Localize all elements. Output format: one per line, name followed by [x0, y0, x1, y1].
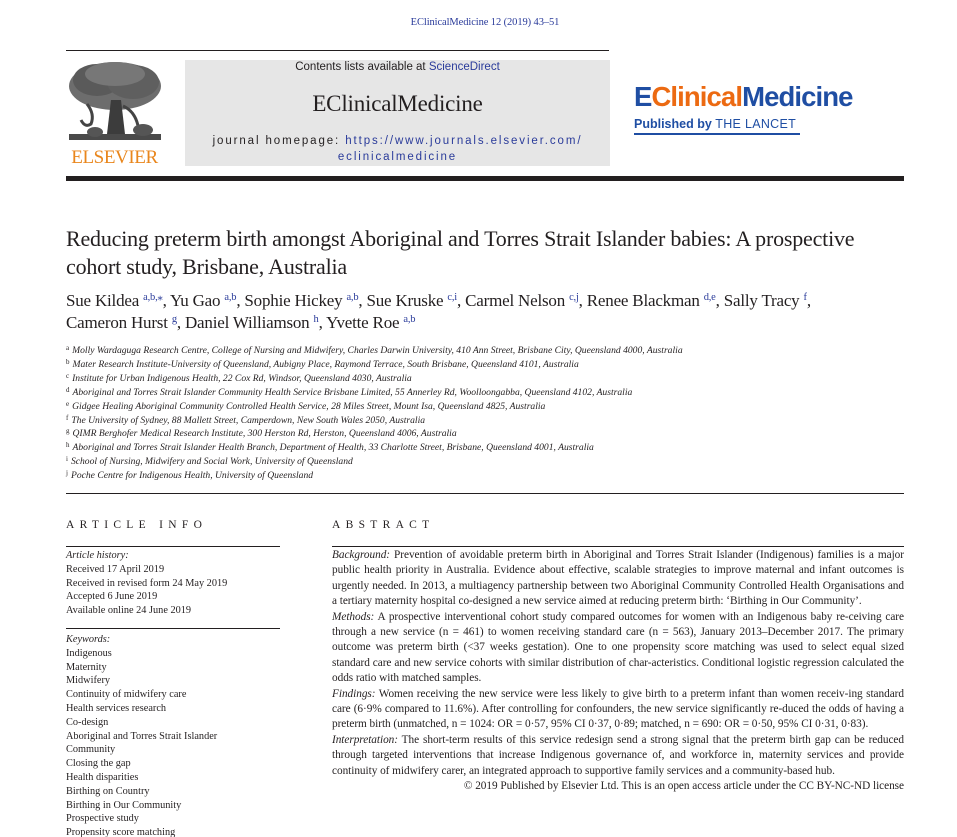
eclinicalmedicine-logo[interactable] — [634, 82, 904, 142]
history-item: Accepted 6 June 2019 — [66, 591, 158, 603]
author-name[interactable]: Sophie Hickey — [244, 291, 343, 310]
logo-underline — [634, 133, 800, 135]
article-history — [66, 549, 286, 618]
keyword: Community — [66, 744, 116, 756]
logo-medicine: Medicine — [742, 81, 853, 112]
affiliation-key: b — [66, 357, 70, 366]
affiliation — [66, 441, 926, 455]
keywords — [66, 633, 286, 837]
section-text: The short-term results of this service redesign send a strong signal that the preterm birth gap can be reduced through targeted interventions that increase Indigenous governance of, and workforce in, maternity services and provide continuity of midwifery carer, an integrated approach to supportive family services and a community-based hub. — [332, 733, 904, 777]
affiliation-text: Gidgee Healing Aboriginal Community Controlled Health Service, 28 Miles Street, Mount Isa, Queensland 4825, Australia — [72, 400, 546, 412]
author-name[interactable]: Daniel Williamson — [184, 313, 310, 332]
license-line[interactable]: © 2019 Published by Elsevier Ltd. This is an open access article under the CC BY-NC-ND license — [463, 780, 904, 793]
affiliation-key: c — [66, 371, 70, 380]
logo-wordmark — [634, 82, 904, 112]
section-text: Prevention of avoidable preterm birth in Aboriginal and Torres Strait Islander (Indigenous) families is a major public health priority in Australia. Evidence about effective, scalable strategies to improve maternal and infant outcomes is urgently needed. In 2013, a multiagency partnership between two Aboriginal Community Controlled Health Organisations and a tertiary maternity hospital co-designed a new service aimed at reducing preterm birth: ‘Birthing in Our Community’. — [332, 549, 904, 608]
affiliation-list — [66, 344, 926, 483]
affiliation-key: i — [66, 455, 68, 464]
keyword: Closing the gap — [66, 758, 131, 770]
author-affiliation-marker[interactable]: c,i — [447, 292, 458, 303]
author-name[interactable]: Yu Gao — [170, 291, 221, 310]
author-name[interactable]: Renee Blackman — [586, 291, 700, 310]
lancet-label: THE LANCET — [715, 117, 797, 131]
keyword: Midwifery — [66, 675, 111, 687]
affiliation — [66, 372, 926, 386]
keyword: Indigenous — [66, 647, 112, 659]
author-affiliation-marker[interactable]: a,b — [346, 292, 359, 303]
logo-clinical: Clinical — [651, 81, 743, 112]
homepage-link-cont[interactable]: eclinicalmedicine — [337, 151, 458, 163]
affiliation-key: g — [66, 427, 70, 436]
journal-homepage — [185, 133, 610, 165]
sciencedirect-link[interactable]: ScienceDirect — [428, 61, 500, 73]
history-item: Available online 24 June 2019 — [66, 605, 192, 617]
affiliation-text: QIMR Berghofer Medical Research Institute, 300 Herston Rd, Herston, Queensland 4006, Australia — [72, 428, 457, 440]
affiliation — [66, 400, 926, 414]
elsevier-wordmark: ELSEVIER — [71, 147, 158, 168]
affiliation — [66, 386, 926, 400]
affiliation-text: Molly Wardaguga Research Centre, College of Nursing and Midwifery, Charles Darwin University, 410 Ann Street, Brisbane City, Queensland 4000, Australia — [72, 345, 683, 356]
divider — [66, 546, 280, 547]
article-info-heading: ARTICLE INFO — [66, 519, 208, 531]
affiliation — [66, 469, 926, 483]
abstract-interpretation — [332, 733, 904, 779]
keyword: Continuity of midwifery care — [66, 689, 187, 701]
affiliation-key: d — [66, 385, 70, 394]
article-title: Reducing preterm birth amongst Aboriginal and Torres Strait Islander babies: A prospective cohort study, Brisbane, Australia — [66, 226, 855, 279]
homepage-link[interactable]: https://www.journals.elsevier.com/ — [345, 135, 583, 147]
history-item: Received 17 April 2019 — [66, 563, 165, 575]
published-by-label: Published by — [634, 117, 712, 131]
section-label: Interpretation: — [332, 733, 398, 746]
contents-label: Contents lists available at — [295, 61, 429, 73]
keyword: Health services research — [66, 702, 167, 714]
keyword: Birthing in Our Community — [66, 799, 182, 811]
affiliation-text: Aboriginal and Torres Strait Islander Community Health Service Brisbane Limited, 55 Annerley Rd, Woolloongabba, Queensland 4102, Australia — [72, 386, 633, 398]
author-affiliation-marker[interactable]: f — [803, 292, 807, 303]
affiliation-text: Institute for Urban Indigenous Health, 22 Cox Rd, Windsor, Queensland 4030, Australia — [72, 372, 412, 384]
author-name[interactable]: Cameron Hurst — [66, 313, 168, 332]
keyword: Aboriginal and Torres Strait Islander — [66, 730, 218, 742]
logo-e: E — [634, 81, 652, 112]
author-name[interactable]: Carmel Nelson — [465, 291, 565, 310]
section-label: Methods: — [332, 610, 375, 623]
author-affiliation-marker[interactable]: h — [313, 314, 319, 325]
journal-citation[interactable]: EClinicalMedicine 12 (2019) 43–51 — [410, 17, 560, 28]
affiliation-text: Poche Centre for Indigenous Health, University of Queensland — [70, 470, 314, 482]
author-affiliation-marker[interactable]: a,b — [403, 314, 416, 325]
affiliation — [66, 455, 926, 469]
keyword: Co-design — [66, 716, 109, 728]
author-name[interactable]: Yvette Roe — [326, 313, 400, 332]
history-item: Received in revised form 24 May 2019 — [66, 577, 228, 589]
keywords-label: Keywords: — [66, 634, 111, 645]
author-affiliation-marker[interactable]: g — [171, 314, 177, 325]
contents-line — [185, 61, 610, 73]
affiliation-key: j — [66, 469, 68, 478]
author-name[interactable]: Sally Tracy — [723, 291, 800, 310]
affiliation-key: h — [66, 441, 70, 450]
keyword: Birthing on Country — [66, 785, 150, 797]
keyword: Health disparities — [66, 771, 139, 783]
journal-name: EClinicalMedicine — [312, 91, 483, 116]
header-divider — [66, 176, 904, 181]
affiliation-text: Aboriginal and Torres Strait Islander Health Branch, Department of Health, 33 Charlotte Street, Brisbane, Queensland 4001, Australia — [72, 442, 594, 454]
divider — [66, 628, 280, 629]
divider — [66, 50, 609, 51]
divider — [332, 546, 904, 547]
affiliation-key: a — [66, 344, 70, 352]
section-text: A prospective interventional cohort study compared outcomes for women with an Indigenous baby re-ceiving care through a new service (n = 461) to women receiving standard care (n = 563), January 2013–December 2017. The primary outcome was preterm birth (<37 weeks gestation). One to one propensity score matching was used to select equal sized standard care and new service cohorts with similar distribution of char-acteristics. Conditional logistic regression calculated the odds ratio with matched samples. — [332, 610, 904, 685]
history-label: Article history: — [66, 550, 129, 561]
author-name[interactable]: Sue Kruske — [366, 291, 444, 310]
affiliation — [66, 358, 926, 372]
abstract-heading: ABSTRACT — [332, 519, 435, 531]
author-affiliation-marker[interactable]: c,j — [569, 292, 579, 303]
keyword: Propensity score matching — [66, 827, 176, 837]
divider — [66, 493, 904, 494]
homepage-label: journal homepage: — [212, 135, 346, 147]
abstract-background — [332, 548, 904, 610]
affiliation — [66, 414, 926, 428]
elsevier-tree-icon — [67, 60, 163, 146]
affiliation-text: Mater Research Institute-University of Queensland, Aubigny Place, Raymond Terrace, South Brisbane, Queensland 4101, Australia — [72, 358, 579, 370]
abstract-methods — [332, 610, 904, 687]
author-list: Sue Kildea $^{a,b,⁎}$, Yu Gao $^{a,b}$, Sophie Hickey $^{a,b}$, Sue Kruske $^{c,i}$, Carmel Nelson $^{c,j}$, Renee Blackman $^{d,e}$, Sally Tracy $^f$, Cameron Hurst $^g$, Daniel Williamson $^h$, Yvette Roe $^{a,b}$ — [66, 291, 811, 332]
logo-published-by — [634, 117, 904, 131]
elsevier-logo[interactable] — [66, 60, 163, 166]
section-label: Background: — [332, 549, 391, 561]
section-text: Women receiving the new service were less likely to give birth to a preterm infant than women receiv-ing standard care (6·9% compared to 11.6%). After controlling for confounders, the new service significantly re-duced the odds of having a preterm birth (unmatched, n = 1024: OR = 0·57, 95% CI 0·37, 0·89; matched, n = 690: OR = 0·50, 95% CI 0·31, 0·83). — [332, 687, 904, 731]
keyword: Prospective study — [66, 813, 139, 825]
keyword: Maternity — [66, 661, 107, 673]
affiliation-key: f — [66, 413, 69, 422]
affiliation — [66, 427, 926, 441]
author-affiliation-marker[interactable]: a,b — [224, 292, 237, 303]
author-affiliation-marker[interactable]: a,b,⁎ — [143, 292, 163, 303]
affiliation — [66, 344, 926, 358]
author-affiliation-marker[interactable]: d,e — [703, 292, 716, 303]
author-name[interactable]: Sue Kildea — [66, 291, 140, 310]
abstract-findings — [332, 687, 904, 733]
affiliation-key: e — [66, 399, 70, 408]
affiliation-text: The University of Sydney, 88 Mallett Street, Camperdown, New South Wales 2050, Australia — [71, 414, 426, 426]
section-label: Findings: — [332, 687, 376, 700]
abstract-body — [332, 548, 904, 795]
journal-banner — [185, 60, 610, 166]
affiliation-text: School of Nursing, Midwifery and Social Work, University of Queensland — [70, 456, 353, 468]
